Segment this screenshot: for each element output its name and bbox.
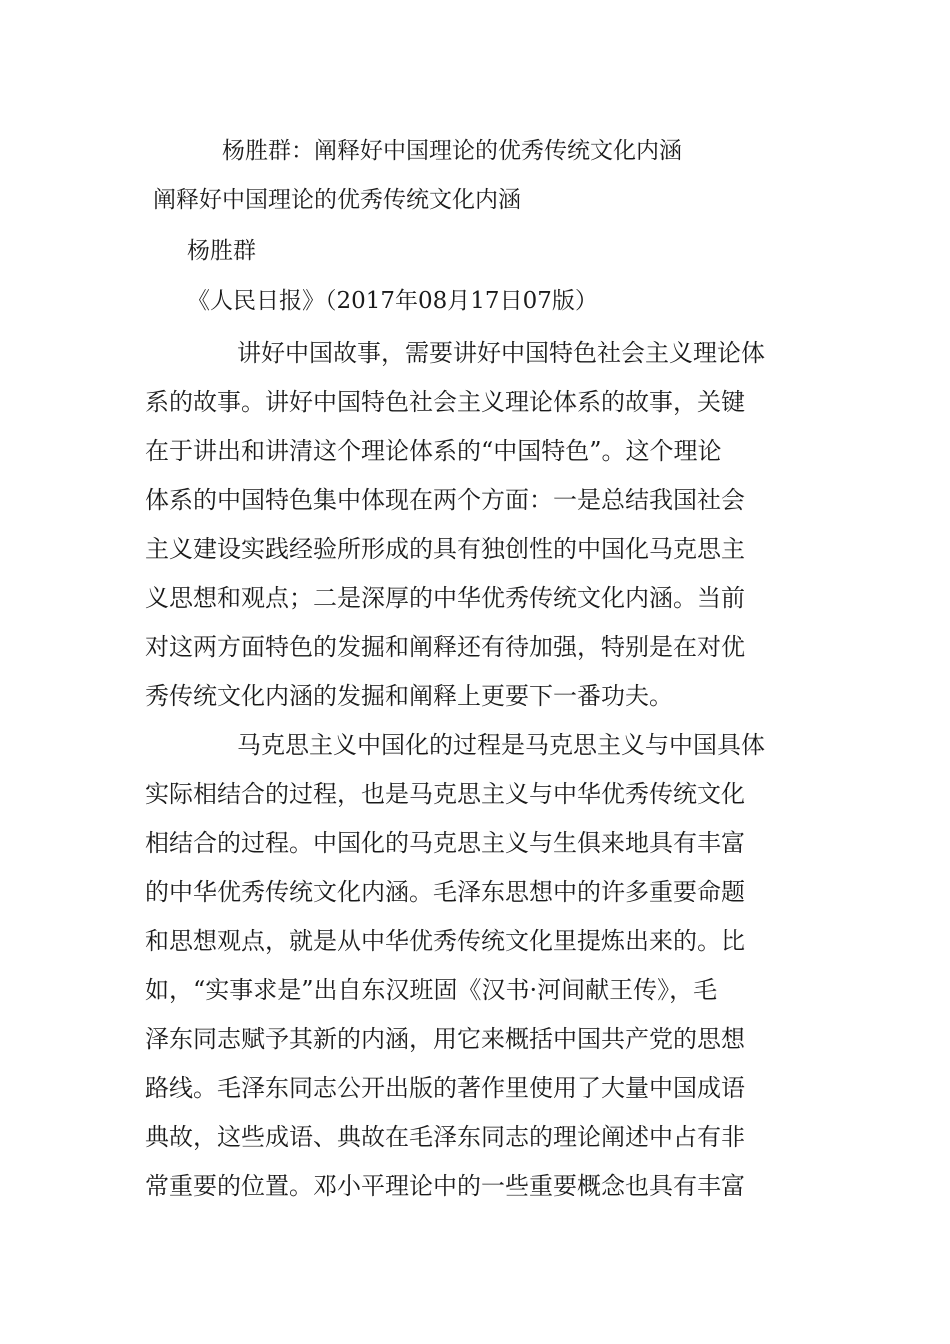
paragraph-line: 体系的中国特色集中体现在两个方面：一是总结我国社会 — [145, 486, 745, 514]
paragraph-line: 马克思主义中国化的过程是马克思主义与中国具体 — [237, 731, 765, 759]
document-title: 杨胜群：阐释好中国理论的优秀传统文化内涵 — [222, 138, 682, 164]
paragraph-line: 主义建设实践经验所形成的具有独创性的中国化马克思主 — [145, 535, 745, 563]
paragraph-line: 典故，这些成语、典故在毛泽东同志的理论阐述中占有非 — [145, 1123, 745, 1151]
paragraph-line: 如，“实事求是”出自东汉班固《汉书·河间献王传》，毛 — [145, 976, 718, 1004]
paragraph-line: 在于讲出和讲清这个理论体系的“中国特色”。这个理论 — [145, 437, 722, 465]
article-body — [145, 333, 810, 1215]
paragraph-1 — [145, 333, 810, 725]
paragraph-line: 相结合的过程。中国化的马克思主义与生俱来地具有丰富 — [145, 829, 745, 857]
paragraph-line: 义思想和观点；二是深厚的中华优秀传统文化内涵。当前 — [145, 584, 745, 612]
paragraph-line: 对这两方面特色的发掘和阐释还有待加强，特别是在对优 — [145, 633, 745, 661]
paragraph-line: 泽东同志赋予其新的内涵，用它来概括中国共产党的思想 — [145, 1025, 745, 1053]
source-citation: 《人民日报》（2017年08月17日07版） — [187, 288, 598, 314]
paragraph-line: 秀传统文化内涵的发掘和阐释上更要下一番功夫。 — [145, 682, 673, 710]
paragraph-line: 实际相结合的过程，也是马克思主义与中华优秀传统文化 — [145, 780, 745, 808]
paragraph-line: 路线。毛泽东同志公开出版的著作里使用了大量中国成语 — [145, 1074, 745, 1102]
paragraph-line: 的中华优秀传统文化内涵。毛泽东思想中的许多重要命题 — [145, 878, 745, 906]
paragraph-line: 讲好中国故事，需要讲好中国特色社会主义理论体 — [237, 339, 765, 367]
document-subtitle: 阐释好中国理论的优秀传统文化内涵 — [153, 187, 521, 213]
paragraph-line: 常重要的位置。邓小平理论中的一些重要概念也具有丰富 — [145, 1172, 745, 1200]
paragraph-2 — [145, 725, 810, 1215]
paragraph-line: 和思想观点，就是从中华优秀传统文化里提炼出来的。比 — [145, 927, 745, 955]
author-name: 杨胜群 — [187, 238, 256, 264]
paragraph-line: 系的故事。讲好中国特色社会主义理论体系的故事，关键 — [145, 388, 745, 416]
